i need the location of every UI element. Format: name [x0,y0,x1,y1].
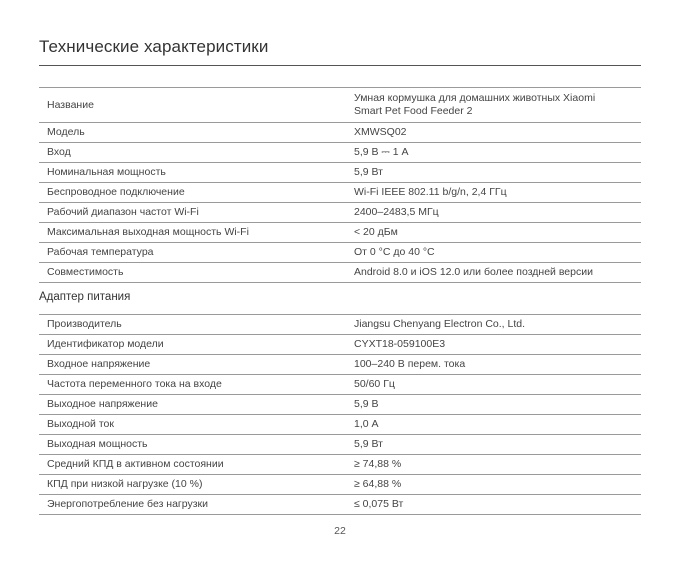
adapter-row [39,455,641,475]
spec-label: Рабочий диапазон частот Wi-Fi [39,203,346,223]
spec-label: Рабочая температура [39,243,346,263]
page-number: 22 [334,525,346,537]
spec-label: Модель [39,123,346,143]
spec-value: XMWSQ02 [346,123,641,143]
spec-row [39,183,641,203]
specifications-table [39,87,641,283]
adapter-row [39,415,641,435]
spec-row [39,163,641,183]
spec-value: < 20 дБм [346,223,641,243]
spec-row [39,88,641,123]
spec-value: Android 8.0 и iOS 12.0 или более поздней версии [346,263,641,283]
spec-label: Совместимость [39,263,346,283]
adapter-label: Входное напряжение [39,355,346,375]
adapter-label: Средний КПД в активном состоянии [39,455,346,475]
adapter-table [39,314,641,515]
adapter-row [39,435,641,455]
spec-label: Название [39,88,346,123]
spec-row [39,203,641,223]
adapter-value: 5,9 В [346,395,641,415]
adapter-value: 50/60 Гц [346,375,641,395]
adapter-label: Выходной ток [39,415,346,435]
spec-row [39,143,641,163]
adapter-label: Частота переменного тока на входе [39,375,346,395]
spec-label: Номинальная мощность [39,163,346,183]
spec-value-text: Умная кормушка для домашних животных Xiaomi Smart Pet Food Feeder 2 [354,92,596,117]
spec-row [39,223,641,243]
adapter-row [39,475,641,495]
spec-value: 5,9 Вт [346,163,641,183]
adapter-value: ≤ 0,075 Вт [346,495,641,515]
adapter-value: ≥ 64,88 % [346,475,641,495]
spec-row [39,123,641,143]
adapter-row [39,395,641,415]
spec-label: Максимальная выходная мощность Wi-Fi [39,223,346,243]
spec-value [346,88,641,123]
adapter-row [39,375,641,395]
spec-row [39,263,641,283]
adapter-value: 100–240 В перем. тока [346,355,641,375]
page-title: Технические характеристики [39,37,269,56]
adapter-value: Jiangsu Chenyang Electron Co., Ltd. [346,315,641,335]
spec-value: 2400–2483,5 МГц [346,203,641,223]
adapter-label: Производитель [39,315,346,335]
adapter-label: Идентификатор модели [39,335,346,355]
spec-label: Вход [39,143,346,163]
adapter-value: 1,0 А [346,415,641,435]
spec-value: Wi-Fi IEEE 802.11 b/g/n, 2,4 ГГц [346,183,641,203]
adapter-label: КПД при низкой нагрузке (10 %) [39,475,346,495]
spec-label: Беспроводное подключение [39,183,346,203]
spec-value: 5,9 В ⎓ 1 А [346,143,641,163]
adapter-label: Выходная мощность [39,435,346,455]
adapter-row [39,495,641,515]
adapter-row [39,315,641,335]
adapter-label: Выходное напряжение [39,395,346,415]
adapter-value: CYXT18-059100E3 [346,335,641,355]
adapter-label: Энергопотребление без нагрузки [39,495,346,515]
adapter-value: ≥ 74,88 % [346,455,641,475]
spec-row [39,243,641,263]
title-divider [39,65,641,66]
spec-value: От 0 °C до 40 °C [346,243,641,263]
adapter-section-title: Адаптер питания [39,291,131,303]
adapter-value: 5,9 Вт [346,435,641,455]
adapter-row [39,335,641,355]
adapter-row [39,355,641,375]
